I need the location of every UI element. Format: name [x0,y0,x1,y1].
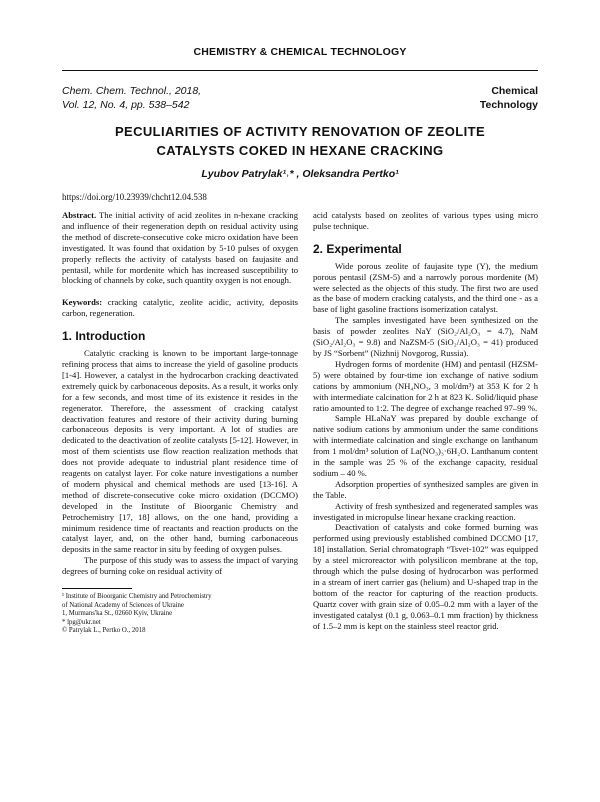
journal-name [480,84,538,112]
header-rule [62,70,538,71]
footnote-copyright: © Patrylak L., Pertko O., 2018 [62,627,146,635]
paper-title [62,122,538,160]
running-head: CHEMISTRY & CHEMICAL TECHNOLOGY [193,46,407,58]
title-line-2: CATALYSTS COKED IN HEXANE CRACKING [156,143,444,158]
journal-name-line-2: Technology [479,99,538,111]
abstract-label: Abstract. [62,210,97,220]
keywords-text: cracking catalytic, zeolite acidic, activity, deposits carbon, regeneration. [62,297,298,319]
footnote-email[interactable]: * lpg@ukr.net [62,618,101,626]
experimental-paragraph-1: Wide porous zeolite of faujasite type (Y), the medium porous pentasil (ZSM-5) and a narrowly porous mordenite (M) were selected as the objects of this study. The first two are used as the base of modern cracking catalysts, and the third one - as a base of light gasoline fractions isomerization catalyst. [313,260,538,315]
intro-paragraph-2: The purpose of this study was to assess the impact of varying degrees of burning coke on residual activity of [62,555,298,577]
intro-continuation: acid catalysts based on zeolites of various types using micro pulse technique. [313,210,538,231]
authors: Lyubov Patrylak¹˒* , Oleksandra Pertko¹ [201,168,399,180]
section-heading-introduction: 1. Introduction [62,329,146,344]
journal-citation [62,84,201,112]
footnote-rule [62,588,132,589]
right-column [313,210,538,632]
abstract-text: The initial activity of acid zeolites in n-hexane cracking and influence of their regeneration depth on residual activity using the method of discrete-consecutive coke micro oxidation have been investigated. It was found that oxidation by 5-10 pulses of oxygen properly reflects the activity of catalysts based on faujasite and pentasil, while for mordenite which has increased susceptibility to blocking of channels by coke, such quantity oxygen is not enough. [62,210,298,286]
section-heading-experimental: 2. Experimental [313,241,402,256]
intro-paragraph-1: Catalytic cracking is known to be important large-tonnage refining process that aims to increase the yield of gasoline products [1-4]. However, a catalyst in the hydrocarbon cracking deactivated extremely quick by carbonaceous deposits. As a result, it works only for a few seconds, and most time of its existence it resides in the regenerator. Therefore, the assessment of cracking catalyst deactivation features and restore of their activity during burning carbonaceous deposits is very important. A lot of studies are dedicated to the deactivation of zeolite catalysts [5-12]. However, in most of them scientists use flow reaction realization methods that does not provide adequate to industrial plant residence time of reagents on catalyst layer. For coke nature investigations a number of modern physical and chemical methods are used [13-16]. A method of discrete-consecutive coke micro oxidation (DCCMO) developed in the Institute of Bioorganic Chemistry and Petrochemistry [17, 18] allows, on the one hand, providing a minimum residence time of reactants and reaction products on the catalyst layer, and, on the other hand, burning carbonaceous deposits in the same reactor in situ by feeding of oxygen pulses. [62,348,298,555]
citation-line-1: Chem. Chem. Technol., 2018, [62,85,202,97]
experimental-paragraph-7: Deactivation of catalysts and coke formed burning was performed using previously established combined DCCMO [17, 18] installation. Serial chromatograph “Tsvet-102” was equipped by a steel microreactor with polysilicon membrane at the top, through which the pulse dosing of hydrocarbon was performed in a stream of inert carrier gas (helium) and U-shaped trap in the bottom of the reactor for capturing of the reaction products. Quartz cover with grain size of 0.05–0.2 mm with a layer of the investigated catalyst (0.1 g, 0.063–0.1 mm fraction) by thickness of 1.5–2 mm is kept on the stainless steel reactor grid. [313,522,538,631]
keywords [62,297,298,319]
experimental-paragraph-5: Adsorption properties of synthesized samples are given in the Table. [313,478,538,500]
experimental-paragraph-6: Activity of fresh synthesized and regenerated samples was investigated in micropulse linear hexane cracking reaction. [313,500,538,522]
footnote-line: of National Academy of Sciences of Ukraine [62,601,184,609]
doi-link[interactable]: https://doi.org/10.23939/chcht12.04.538 [62,192,207,202]
keywords-label: Keywords: [62,297,103,308]
experimental-paragraph-3: Hydrogen forms of mordenite (HM) and pentasil (HZSM-5) were obtained by four-time ion exchange of native sodium cations by ammonium (NH₄NO₃, 3 mol/dm³) at 353 K for 2 h with intermediate calcination for 2 h at 823 K. Solid/liquid phase ratio amounted to 1:2. The degree of exchange reached 97–99 %. [313,358,538,413]
title-line-1: PECULIARITIES OF ACTIVITY RENOVATION OF ZEOLITE [114,124,486,139]
experimental-paragraph-4: Sample HLaNaY was prepared by double exchange of native sodium cations by ammonium under the same conditions with intermediate calcination and single exchange on lanthanum from 1 mol/dm³ solution of La(NO₃)₃·6H₂O. Lanthanum content in the sample was 25 % of the exchange capacity, residual sodium – 40 %. [313,413,538,478]
footnote-line: 1, Murmans'ka St., 02660 Kyiv, Ukraine [62,610,173,618]
footnotes [62,593,298,636]
journal-name-line-1: Chemical [491,85,538,97]
footnote-line: ¹ Institute of Bioorganic Chemistry and Petrochemistry [62,593,212,601]
citation-line-2: Vol. 12, No. 4, pp. 538–542 [62,99,190,111]
experimental-paragraph-2: The samples investigated have been synthesized on the basis of powder zeolites NaY (SiO₂/Al₂O₃ = 4.7), NaM (SiO₂/Al₂O₃ = 9.8) and NaZSM-5 (SiO₂/Al₂O₃ = 41) produced by JS “Sorbent” (Nizhnij Novgorog, Russia). [313,315,538,358]
left-column [62,210,298,636]
abstract [62,210,298,286]
